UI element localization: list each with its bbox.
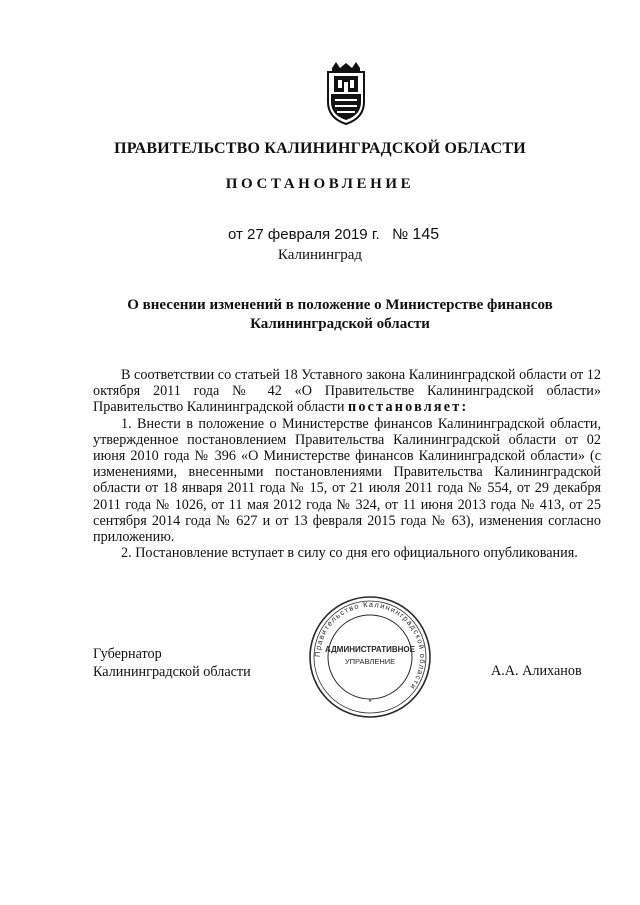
heading-line-1: О внесении изменений в положение о Министерстве финансов (127, 297, 553, 313)
signatory-title-line-2: Калининградской области (93, 664, 251, 680)
signatory-name: А.А. Алиханов (491, 663, 582, 679)
paragraph-item-1: 1. Внести в положение о Министерстве финансов Калининградской области, утвержденное постановлением Правительства Калининградской области от 02 июня 2010 года № 396 «О Министерстве финансов Калининградской области» (с изменениями, внесенными постановлениями Правительства Калининградской области от 18 января 2011 года № 15, от 21 июля 2011 года № 554, от 29 декабря 2011 года № 1026, от 11 мая 2012 года № 324, от 11 июня 2013 года № 413, от 25 сентября 2014 года № 627 и от 13 февраля 2015 года № 63), изменения согласно приложению. (93, 415, 601, 546)
svg-text:*: * (368, 698, 372, 707)
paragraph-item-2: 2. Постановление вступает в силу со дня его официального опубликования. (121, 545, 578, 562)
document-heading (90, 296, 590, 334)
government-title: ПРАВИТЕЛЬСТВО КАЛИНИНГРАДСКОЙ ОБЛАСТИ (114, 140, 526, 157)
date-line (228, 226, 439, 244)
document-number: 145 (412, 226, 440, 243)
heading-line-2: Калининградской области (250, 316, 430, 332)
coat-of-arms-icon (322, 62, 370, 128)
document-body (93, 367, 601, 561)
number-sign: № (392, 226, 409, 243)
document-type: ПОСТАНОВЛЕНИЕ (225, 176, 415, 192)
seal-inner-line-2: УПРАВЛЕНИЕ (344, 657, 396, 666)
resolves-word: постановляет: (347, 399, 469, 416)
signatory-title-line-1: Губернатор (93, 646, 162, 662)
paragraph-preamble (93, 367, 601, 416)
signatory-title (93, 645, 251, 681)
preamble-text: В соответствии со статьей 18 Уставного закона Калининградской области от 12 октября 2011 года № 42 «О Правительстве Калининградской области» Правительство Калининградской области (93, 367, 601, 416)
document-date: от 27 февраля 2019 г. (228, 226, 380, 243)
seal-ring-text: Правительство Калининградской области (312, 599, 428, 692)
city: Калининград (277, 247, 363, 263)
seal-inner-line-1: АДМИНИСТРАТИВНОЕ (325, 645, 415, 654)
official-seal (305, 592, 435, 722)
